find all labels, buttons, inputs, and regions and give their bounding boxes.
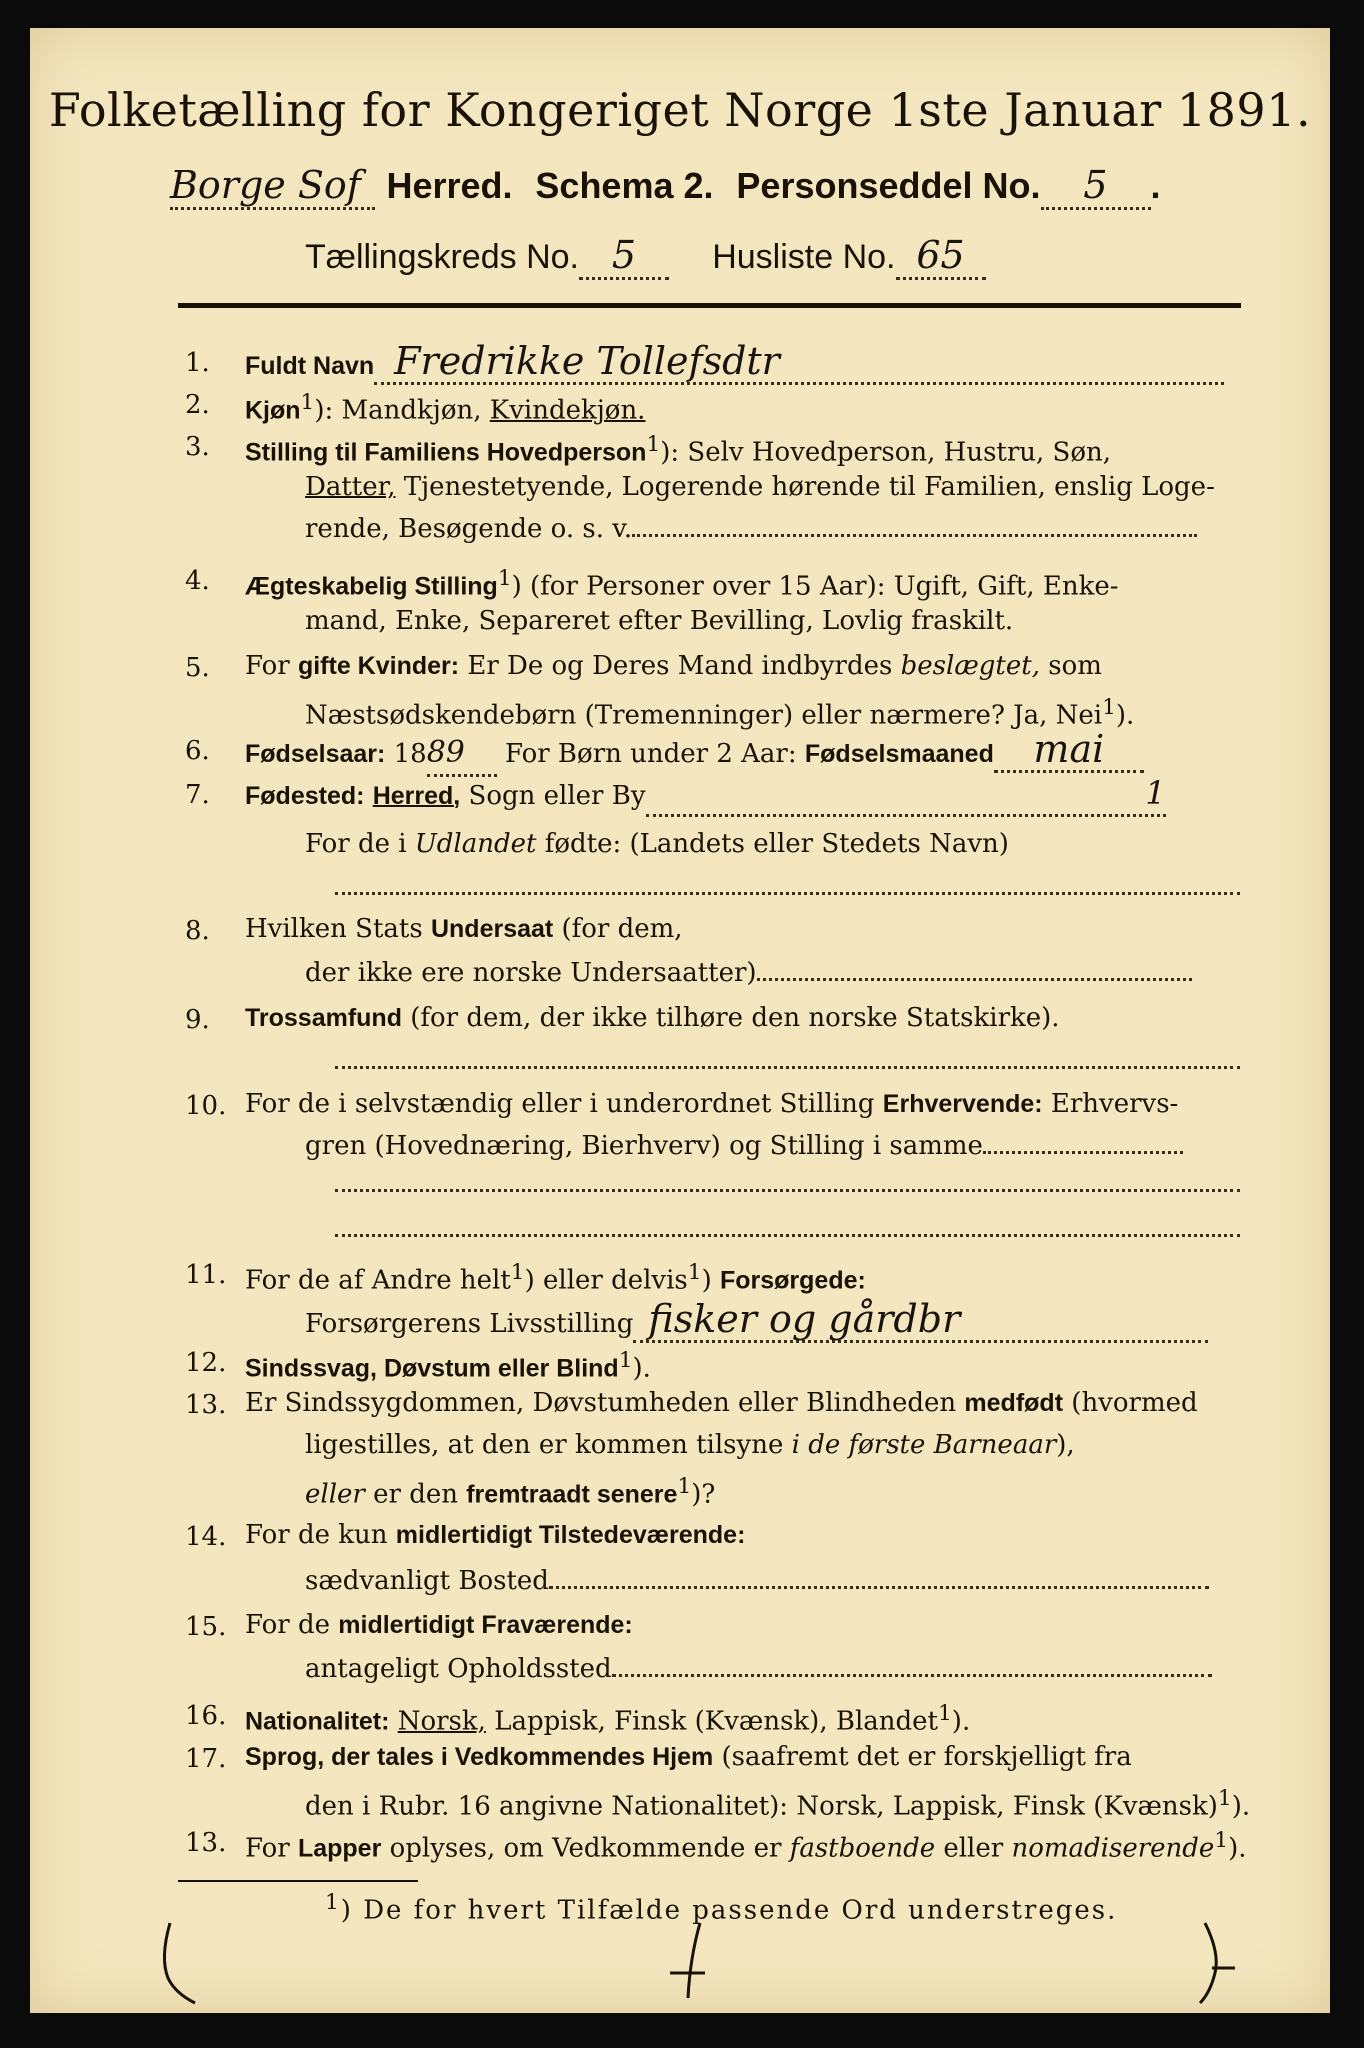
item-5-text-1b: beslægtet, [900, 651, 1040, 681]
item-17-text-1: (saafremt det er forskjelligt fra [721, 1742, 1132, 1772]
herred-name-handwritten: Borge Sof [170, 163, 375, 210]
item-18-italic-2: nomadiserende [1011, 1833, 1215, 1864]
husliste-label: Husliste No. [712, 238, 896, 276]
item-5-number: 5. [185, 653, 210, 683]
item-15-line-1 [245, 1604, 633, 1646]
item-10-text-2: gren (Hovednæring, Bierhverv) og Stilling i samme [305, 1131, 983, 1161]
item-10-label: Erhvervende: [882, 1090, 1043, 1118]
center-mark [660, 1918, 720, 2008]
item-8-label: Undersaat [430, 915, 554, 943]
item-4-number: 4. [185, 566, 210, 596]
item-2-text: ): Mandkjøn, [314, 395, 482, 426]
item-11-text-2: Forsørgerens Livsstilling [305, 1309, 634, 1339]
item-8-line-2 [305, 952, 1192, 994]
item-16-end: ). [951, 1706, 971, 1737]
item-5-line-1 [245, 645, 1102, 687]
item-14-blank [549, 1586, 1209, 1589]
item-4-text-2: mand, Enke, Separeret efter Bevilling, Lovlig fraskilt. [305, 606, 1014, 636]
item-6-birth-year [245, 728, 1144, 777]
census-form-sheet [30, 28, 1330, 2013]
item-10-blank-3 [335, 1214, 1240, 1237]
item-15-number: 15. [185, 1612, 227, 1642]
item-8-text-1a: Hvilken Stats [245, 914, 423, 944]
item-13-text-1a: Er Sindssygdommen, Døvstumheden eller Blindheden [245, 1388, 957, 1418]
item-7-blank-line [335, 866, 1240, 908]
herred-label: Herred. [386, 165, 513, 206]
item-13-line-1 [245, 1382, 1198, 1424]
item-11-line-1 [245, 1252, 866, 1302]
item-8-text-2: der ikke ere norske Undersaatter) [305, 958, 757, 988]
item-16-selected-option: Norsk, [397, 1706, 486, 1737]
item-3-line-2 [305, 466, 1215, 508]
item-7-blank [335, 872, 1240, 895]
item-2-label: Kjøn [245, 396, 301, 425]
item-10-line-1 [245, 1083, 1178, 1125]
item-15-label: midlertidigt Fraværende: [338, 1611, 633, 1639]
item-10-blank-2 [335, 1169, 1240, 1192]
item-18-end: ). [1228, 1833, 1247, 1864]
item-11-text-1b: ) eller delvis [524, 1265, 688, 1296]
item-18-line [245, 1820, 1247, 1870]
item-12-label: Sindssvag, Døvstum eller Blind [245, 1354, 619, 1383]
item-10-blank-line-2 [335, 1163, 1240, 1205]
footnote-divider [178, 1880, 418, 1882]
item-8-line-1 [245, 908, 683, 950]
item-14-line-2 [305, 1560, 1209, 1602]
item-11-number: 11. [185, 1260, 227, 1290]
item-10-blank [983, 1151, 1183, 1154]
item-13-label: medfødt [964, 1389, 1064, 1417]
item-3-text-1: ): Selv Hovedperson, Hustru, Søn, [660, 437, 1112, 468]
item-9-blank-line [335, 1040, 1240, 1082]
personseddel-number: 5 [1041, 163, 1151, 210]
item-16-number: 16. [185, 1701, 227, 1731]
item-6-year-handwritten: 89 [427, 732, 497, 777]
item-7-number: 7. [185, 780, 210, 810]
item-13-label-2: fremtraadt senere [466, 1480, 678, 1509]
corner-mark-left [150, 1918, 210, 2008]
item-17-end: ). [1231, 1791, 1251, 1822]
item-7-selected-option: Herred, [372, 782, 461, 810]
item-12-number: 12. [185, 1348, 227, 1378]
item-18-italic-1: fastboende [789, 1833, 936, 1864]
item-3-footnote-ref: 1 [646, 432, 661, 457]
item-13-text-2b: i de første Barneaar [791, 1430, 1057, 1460]
item-13-text-1b: (hvormed [1071, 1388, 1198, 1418]
item-11-footnote-ref-1: 1 [510, 1260, 525, 1285]
item-6-month-handwritten: mai [994, 728, 1144, 773]
item-18-footnote-ref: 1 [1214, 1828, 1229, 1853]
item-18-label: Lapper [297, 1834, 382, 1863]
item-7-text-2b: Udlandet [414, 829, 537, 859]
item-3-label: Stilling til Familiens Hovedperson [245, 438, 647, 467]
item-9-number: 9. [185, 1005, 210, 1035]
item-14-line-1 [245, 1514, 745, 1556]
schema-label: Schema 2. [535, 165, 714, 206]
item-15-pre: For de [245, 1610, 330, 1640]
item-3-line-3 [305, 508, 1197, 550]
footnote [325, 1890, 1117, 1926]
item-4-text-1: ) (for Personer over 15 Aar): Ugift, Gift, Enke- [511, 571, 1119, 602]
item-4-line-2 [305, 600, 1013, 642]
item-5-end: ). [1115, 700, 1135, 731]
item-6-label: Fødselsaar: [245, 740, 386, 768]
item-18-number: 13. [185, 1828, 227, 1858]
item-7-text: Sogn eller By [468, 781, 646, 811]
item-11-label: Forsørgede: [719, 1266, 866, 1295]
item-11-value-handwritten: fisker og gårdbr [633, 1298, 1208, 1343]
item-13-end: )? [691, 1479, 716, 1510]
item-13-line-3 [305, 1466, 715, 1516]
item-5-text-1c: som [1048, 651, 1102, 681]
item-18-text-1: oplyses, om Vedkommende er [389, 1833, 782, 1864]
item-13-text-3a: eller [305, 1479, 365, 1510]
item-3-text-2: Tjenestetyende, Logerende hørende til Familien, enslig Loge- [395, 472, 1215, 502]
item-15-line-2 [305, 1648, 1212, 1690]
item-13-text-2a: ligestilles, at den er kommen tilsyne [305, 1430, 784, 1460]
husliste-number: 65 [896, 233, 986, 280]
header-herred-line: Borge Sof Herred. Schema 2. Personseddel No. 5 . [170, 163, 1161, 210]
item-7-value-handwritten: 1 [646, 772, 1166, 817]
item-15-text-2: antageligt Opholdssted [305, 1654, 612, 1684]
item-4-footnote-ref: 1 [497, 566, 512, 591]
item-18-pre: For [245, 1833, 290, 1864]
item-1-label: Fuldt Navn [245, 352, 375, 380]
personseddel-label: Personseddel No. [736, 165, 1041, 206]
footnote-marker: 1 [325, 1890, 341, 1915]
item-18-text-2: eller [943, 1833, 1004, 1864]
item-8-blank [757, 978, 1192, 981]
item-14-pre: For de kun [245, 1520, 388, 1550]
item-7-label: Fødested: [245, 782, 365, 810]
item-11-text-1a: For de af Andre helt [245, 1265, 511, 1296]
item-15-blank [612, 1674, 1212, 1677]
item-17-line-1 [245, 1736, 1132, 1778]
item-11-text-1c: ) [701, 1265, 712, 1296]
item-5-pre: For [245, 651, 290, 681]
item-10-text-1a: For de i selvstændig eller i underordnet Stilling [245, 1089, 875, 1119]
item-4-label: Ægteskabelig Stilling [245, 572, 498, 601]
item-7-text-2c: fødte: (Landets eller Stedets Navn) [544, 829, 1009, 859]
item-13-text-3b: er den [373, 1479, 458, 1510]
item-11-line-2 [305, 1298, 1208, 1345]
item-13-line-2 [305, 1424, 1075, 1466]
item-8-text-1b: (for dem, [561, 914, 683, 944]
item-10-line-2 [305, 1125, 1183, 1167]
item-17-footnote-ref: 1 [1217, 1786, 1232, 1811]
item-7-text-2a: For de i [305, 829, 407, 859]
item-17-number: 17. [185, 1744, 227, 1774]
item-6-number: 6. [185, 736, 210, 766]
item-6-mid-text: For Børn under 2 Aar: [504, 739, 797, 769]
item-17-label: Sprog, der tales i Vedkommendes Hjem [245, 1743, 714, 1771]
item-16-label: Nationalitet: [245, 1707, 390, 1736]
corner-mark-right [1190, 1918, 1250, 2008]
item-5-text-2: Næstsødskendebørn (Tremenninger) eller nærmere? Ja, Nei [305, 700, 1103, 731]
item-16-text: Lappisk, Finsk (Kvænsk), Blandet [494, 1706, 939, 1737]
item-12-end: ). [632, 1353, 651, 1384]
item-5-footnote-ref: 1 [1102, 695, 1116, 720]
item-17-text-2: den i Rubr. 16 angivne Nationalitet): Norsk, Lappisk, Finsk (Kvænsk) [305, 1791, 1218, 1822]
item-2-number: 2. [185, 390, 210, 420]
item-3-text-3: rende, Besøgende o. s. v. [305, 514, 633, 544]
item-14-label: midlertidigt Tilstedeværende: [395, 1521, 746, 1549]
item-7-line-2 [305, 823, 1009, 865]
taellingskreds-label: Tællingskreds No. [305, 238, 579, 276]
item-5-text-1a: Er De og Deres Mand indbyrdes [467, 651, 893, 681]
item-8-number: 8. [185, 916, 210, 946]
item-9-blank [335, 1046, 1240, 1069]
item-2-selected-option: Kvindekjøn. [489, 395, 646, 426]
item-14-text-2: sædvanligt Bosted [305, 1566, 549, 1596]
item-9-text: (for dem, der ikke tilhøre den norske Statskirke). [410, 1003, 1060, 1033]
item-14-number: 14. [185, 1522, 227, 1552]
item-1-value-handwritten: Fredrikke Tollefsdtr [374, 340, 1224, 385]
item-13-number: 13. [185, 1390, 227, 1420]
item-3-number: 3. [185, 432, 210, 462]
item-1-number: 1. [185, 348, 210, 378]
item-3-blank [632, 534, 1197, 537]
item-13-text-2c: ), [1056, 1430, 1075, 1460]
item-10-text-1b: Erhvervs- [1050, 1089, 1179, 1119]
item-12-footnote-ref: 1 [618, 1348, 633, 1373]
header-divider [178, 303, 1241, 308]
item-6-month-label: Fødselsmaaned [804, 740, 994, 768]
item-7-line-1 [245, 772, 1166, 817]
item-9-line-1 [245, 997, 1060, 1039]
item-5-label: gifte Kvinder: [297, 652, 460, 680]
item-13-footnote-ref: 1 [677, 1474, 692, 1499]
header-kreds-line [305, 233, 986, 280]
footnote-text: ) De for hvert Tilfælde passende Ord understreges. [340, 1895, 1118, 1926]
item-6-year-prefix: 18 [393, 739, 427, 769]
item-9-label: Trossamfund [245, 1004, 402, 1032]
item-11-footnote-ref-2: 1 [687, 1260, 702, 1285]
taellingskreds-number: 5 [579, 233, 669, 280]
item-16-footnote-ref: 1 [938, 1701, 952, 1726]
item-2-footnote-ref: 1 [300, 390, 315, 415]
form-title: Folketælling for Kongeriget Norge 1ste Januar 1891. [48, 83, 1312, 137]
item-3-selected-option: Datter, [305, 472, 396, 502]
item-10-blank-line-3 [335, 1208, 1240, 1250]
item-10-number: 10. [185, 1091, 227, 1121]
item-1-name [245, 340, 1224, 387]
